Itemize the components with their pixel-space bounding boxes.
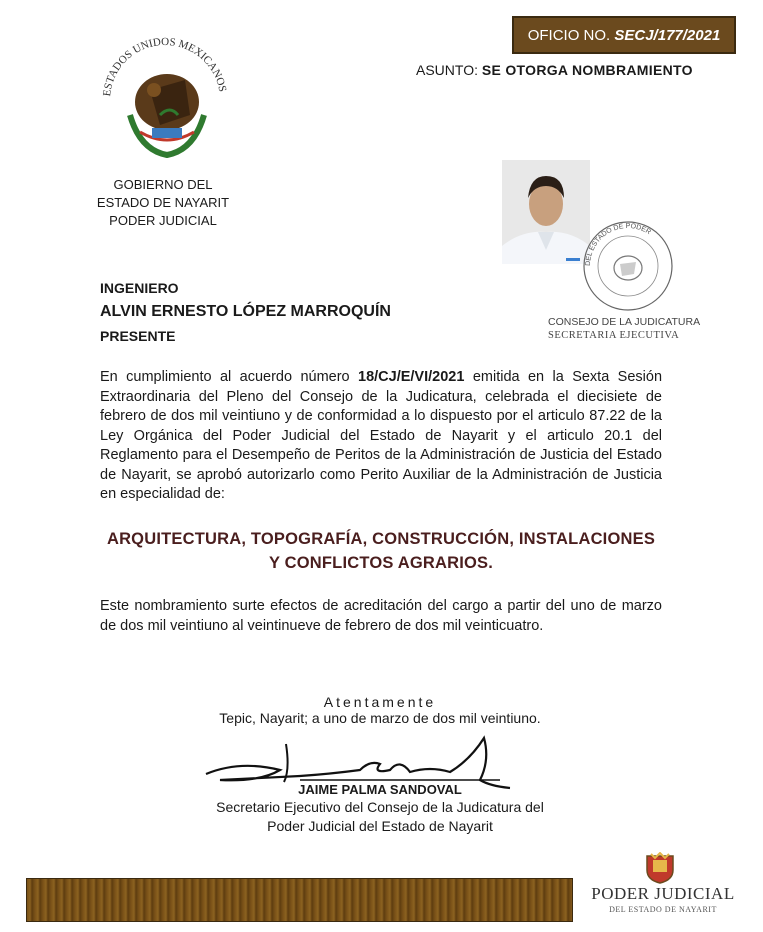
footer-brand-sub: DEL ESTADO DE NAYARIT bbox=[609, 905, 717, 914]
oficio-label bbox=[528, 27, 721, 44]
signer-title-line-2: Poder Judicial del Estado de Nayarit bbox=[267, 818, 493, 834]
emblem-line-3: PODER JUDICIAL bbox=[109, 213, 217, 228]
oficio-number: SECJ/177/2021 bbox=[614, 26, 721, 44]
oficio-number-box bbox=[512, 16, 736, 54]
emblem-line-2: ESTADO DE NAYARIT bbox=[96, 195, 230, 210]
addressee-presente: PRESENTE bbox=[100, 328, 176, 344]
emblem-caption bbox=[78, 176, 248, 230]
specialty-line-1: ARQUITECTURA, TOPOGRAFÍA, CONSTRUCCIÓN, INSTALACIONES bbox=[106, 530, 656, 548]
addressee-block bbox=[100, 276, 391, 348]
signer-title-line-1: Secretario Ejecutivo del Consejo de la Judicatura del bbox=[216, 799, 544, 815]
official-seal-icon bbox=[580, 218, 676, 314]
body-p1-a: En cumplimiento al acuerdo número bbox=[100, 369, 359, 385]
specialty-block bbox=[100, 527, 662, 575]
footer-decorative-bar bbox=[26, 878, 573, 922]
asunto-line bbox=[416, 62, 693, 78]
footer-brand: PODER JUDICIAL bbox=[591, 884, 735, 903]
body-paragraph-2: Este nombramiento surte efectos de acreditación del cargo a partir del uno de marzo de dos mil veintiuno al veintinueve de febrero de dos mil veinticuatro. bbox=[100, 598, 662, 634]
seal-line-2: SECRETARIA EJECUTIVA bbox=[548, 330, 680, 341]
seal-caption bbox=[548, 316, 700, 342]
emblem-ring-text: ESTADOS UNIDOS MEXICANOS bbox=[101, 36, 229, 97]
atentamente: Atentamente bbox=[323, 694, 437, 710]
body-paragraph-1 bbox=[100, 368, 662, 505]
signer-title bbox=[150, 798, 610, 836]
place-date: Tepic, Nayarit; a uno de marzo de dos mil veintiuno. bbox=[219, 710, 541, 726]
portrait-photo bbox=[502, 160, 590, 264]
agreement-number: 18/CJ/E/VI/2021 bbox=[358, 369, 465, 385]
specialty-line-2: Y CONFLICTOS AGRARIOS. bbox=[268, 554, 494, 572]
emblem-line-1: GOBIERNO DEL bbox=[113, 177, 213, 192]
asunto-value: SE OTORGA NOMBRAMIENTO bbox=[481, 62, 693, 78]
poder-judicial-shield-icon bbox=[645, 852, 675, 884]
seal-line-1: CONSEJO DE LA JUDICATURA bbox=[548, 316, 701, 328]
seal-ring-text: DEL ESTADO DE PODER bbox=[584, 222, 652, 267]
oficio-prefix: OFICIO NO. bbox=[527, 26, 615, 44]
signer-name: JAIME PALMA SANDOVAL bbox=[298, 782, 462, 797]
addressee-title: INGENIERO bbox=[100, 280, 179, 296]
asunto-label: ASUNTO: bbox=[416, 62, 482, 78]
mexico-coat-of-arms-icon bbox=[90, 20, 240, 170]
addressee-name: ALVIN ERNESTO LÓPEZ MARROQUÍN bbox=[100, 303, 391, 320]
body-p1-b: emitida en la Sexta Sesión Extraordinaria del Pleno del Consejo de la Judicatura, celebrada el diecisiete de febrero de dos mil veintiuno y de conformidad a lo dispuesto por el articulo 87.22 de la Ley Orgánica del Poder Judicial del Estado de Nayarit y el articulo 20.1 del Reglamento para el Desempeño de Peritos de la Administración de Justicia del Estado de Nayarit, se aprobó autorizarlo como Perito Auxiliar de la Administración de Justicia en especialidad de: bbox=[100, 369, 663, 502]
